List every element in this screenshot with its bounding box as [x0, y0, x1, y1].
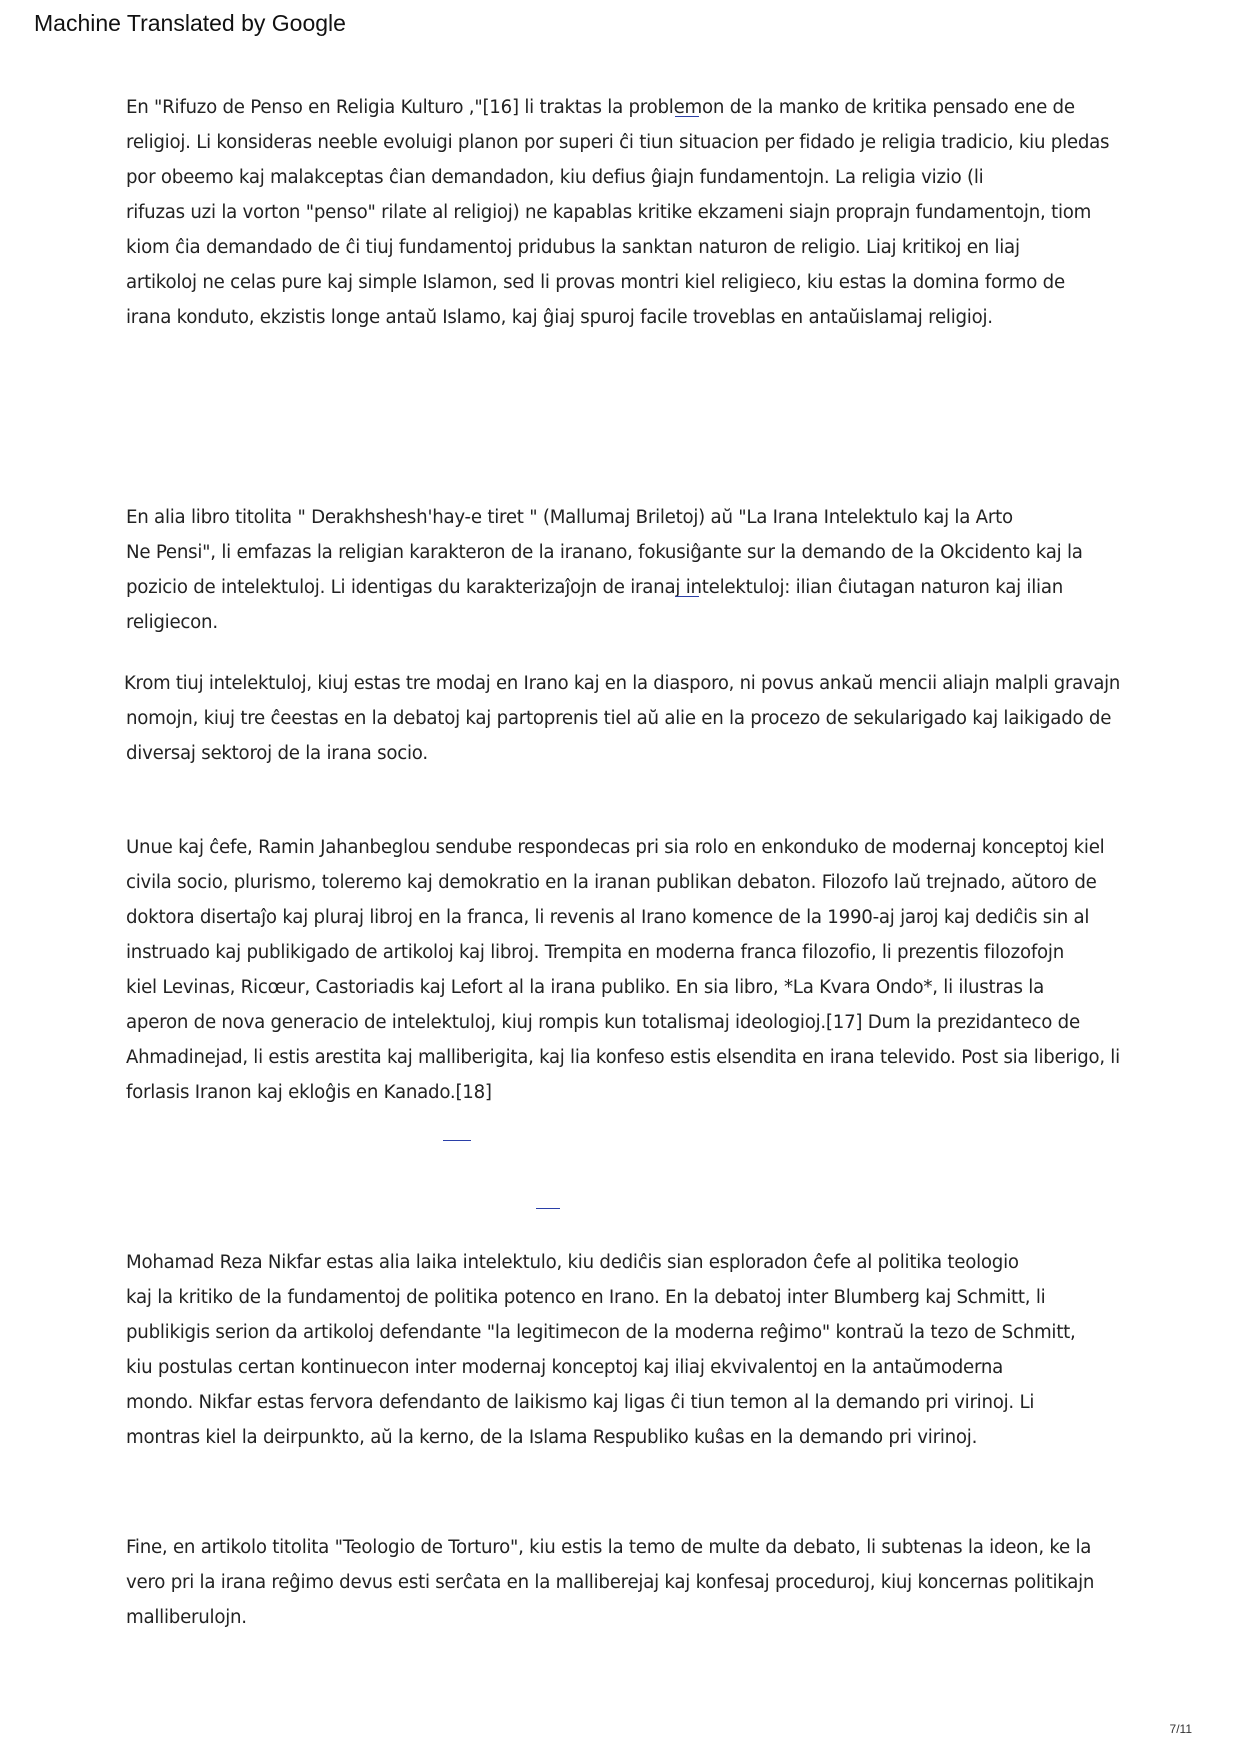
- text-line: montras kiel la deirpunkto, aŭ la kerno, de la Islama Respubliko kuŝas en la demando pri virinoj.: [126, 1427, 978, 1448]
- text-line: diversaj sektoroj de la irana socio.: [126, 743, 428, 764]
- text-line: nomojn, kiuj tre ĉeestas en la debatoj kaj partoprenis tiel aŭ alie en la procezo de sekularigado kaj laikigado de: [126, 708, 1112, 729]
- text-line: Mohamad Reza Nikfar estas alia laika intelektulo, kiu dediĉis sian esploradon ĉefe al politika teologio: [126, 1252, 1019, 1273]
- text-line: mondo. Nikfar estas fervora defendanto de laikismo kaj ligas ĉi tiun temon al la demando pri virinoj. Li: [126, 1392, 1035, 1413]
- text-line: Unue kaj ĉefe, Ramin Jahanbeglou sendube respondecas pri sia rolo en enkonduko de modernaj konceptoj kiel: [126, 837, 1105, 858]
- text-line: irana konduto, ekzistis longe antaŭ Islamo, kaj ĝiaj spuroj facile troveblas en antaŭislamaj religioj.: [126, 307, 993, 328]
- text-line: pozicio de intelektuloj. Li identigas du karakterizaĵojn de iranaj intelektuloj: ilian ĉiutagan naturon kaj ilian: [126, 577, 1064, 598]
- text-line: kiel Levinas, Ricœur, Castoriadis kaj Lefort al la irana publiko. En sia libro, *La Kvara Ondo*, li ilustras la: [126, 977, 1044, 998]
- text-line: Ahmadinejad, li estis arestita kaj malliberigita, kaj lia konfeso estis elsendita en irana televido. Post sia liberigo, li: [126, 1047, 1120, 1068]
- text-line: religioj. Li konsideras neeble evoluigi planon por superi ĉi tiun situacion per fidado je religia tradicio, kiu pledas: [126, 132, 1110, 153]
- footnote-link-underline[interactable]: [675, 596, 699, 597]
- machine-translation-banner: Machine Translated by Google: [34, 10, 346, 36]
- text-line: En "Rifuzo de Penso en Religia Kulturo ,"[16] li traktas la problemon de la manko de kritika pensado ene de: [126, 97, 1075, 118]
- footnote-link-underline[interactable]: [443, 1140, 471, 1141]
- text-line: aperon de nova generacio de intelektuloj, kiuj rompis kun totalismaj ideologioj.[17] Dum la prezidanteco de: [126, 1012, 1080, 1033]
- text-line: por obeemo kaj malakceptas ĉian demandadon, kiu defius ĝiajn fundamentojn. La religia vizio (li: [126, 167, 984, 188]
- text-line: rifuzas uzi la vorton "penso" rilate al religioj) ne kapablas kritike ekzameni siajn proprajn fundamentojn, tiom: [126, 202, 1092, 223]
- text-line: Fine, en artikolo titolita "Teologio de Torturo", kiu estis la temo de multe da debato, li subtenas la ideon, ke la: [126, 1537, 1092, 1558]
- text-line: publikigis serion da artikoloj defendante "la legitimecon de la moderna reĝimo" kontraŭ la tezo de Schmitt,: [126, 1322, 1076, 1343]
- text-line: malliberulojn.: [126, 1607, 247, 1628]
- text-line: civila socio, plurismo, toleremo kaj demokratio en la iranan publikan debaton. Filozofo laŭ trejnado, aŭtoro de: [126, 872, 1097, 893]
- footnote-link-underline[interactable]: [536, 1208, 560, 1209]
- page-number: 7/11: [1169, 1722, 1192, 1736]
- text-line: Ne Pensi", li emfazas la religian karakteron de la iranano, fokusiĝante sur la demando de la Okcidento kaj la: [126, 542, 1083, 563]
- text-line: doktora disertaĵo kaj pluraj libroj en la franca, li revenis al Irano komence de la 1990-aj jaroj kaj dediĉis sin al: [126, 907, 1090, 928]
- text-line: En alia libro titolita " Derakhshesh'hay-e tiret " (Mallumaj Briletoj) aŭ "La Irana Intelektulo kaj la Arto: [126, 507, 1013, 528]
- text-line: kiu postulas certan kontinuecon inter modernaj konceptoj kaj iliaj ekvivalentoj en la antaŭmoderna: [126, 1357, 1004, 1378]
- text-line: forlasis Iranon kaj ekloĝis en Kanado.[18]: [126, 1082, 492, 1103]
- text-line: kaj la kritiko de la fundamentoj de politika potenco en Irano. En la debatoj inter Blumberg kaj Schmitt, li: [126, 1287, 1046, 1308]
- footnote-link-underline[interactable]: [675, 116, 699, 117]
- text-line: Krom tiuj intelektuloj, kiuj estas tre modaj en Irano kaj en la diasporo, ni povus ankaŭ mencii aliajn malpli gravajn: [124, 673, 1121, 694]
- text-line: kiom ĉia demandado de ĉi tiuj fundamentoj pridubus la sanktan naturon de religio. Liaj kritikoj en liaj: [126, 237, 1020, 258]
- text-line: artikoloj ne celas pure kaj simple Islamon, sed li provas montri kiel religieco, kiu estas la domina formo de: [126, 272, 1065, 293]
- text-line: vero pri la irana reĝimo devus esti serĉata en la malliberejaj kaj konfesaj proceduroj, kiuj koncernas politikajn: [126, 1572, 1095, 1593]
- text-line: instruado kaj publikigado de artikoloj kaj libroj. Trempita en moderna franca filozofio, li prezentis filozofojn: [126, 942, 1064, 963]
- text-line: religiecon.: [126, 612, 218, 633]
